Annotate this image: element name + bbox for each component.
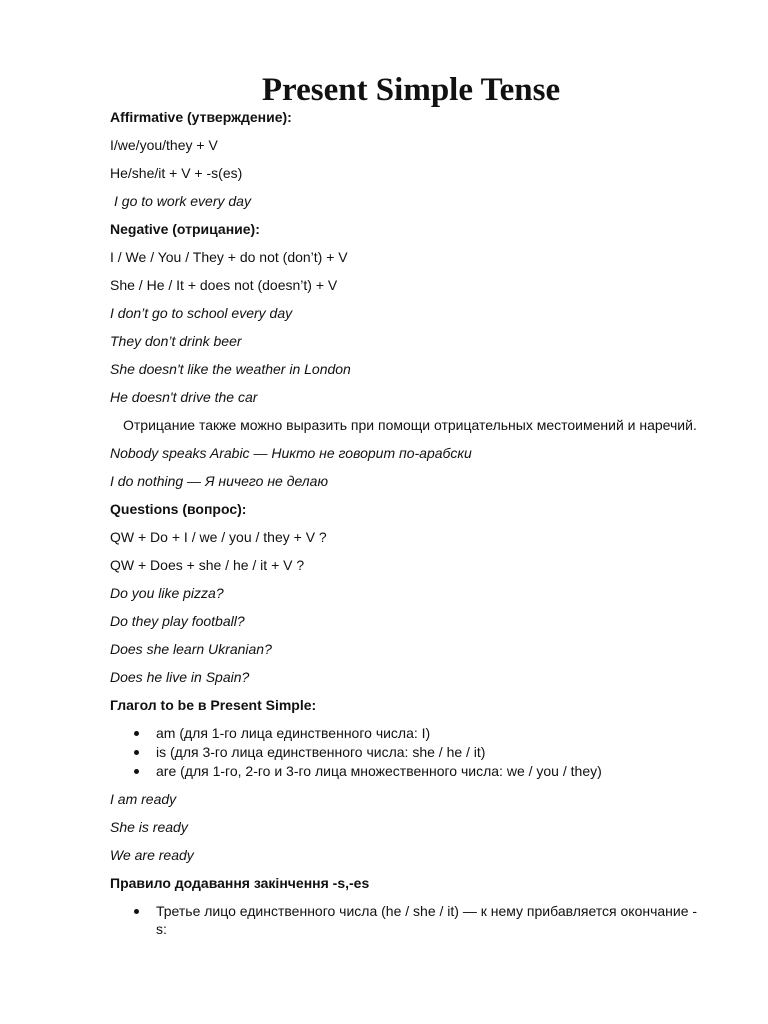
question-example: Do they play football? <box>110 613 245 629</box>
negative-rule-singular: She / He / It + does not (doesn’t) + V <box>110 277 338 293</box>
negative-note-example: Nobody speaks Arabic — Никто не говорит по-арабски <box>110 445 472 461</box>
list-item-text: Третье лицо единственного числа (he / she / it) — к нему прибавляется окончание -s: <box>156 903 698 937</box>
to-be-list <box>110 724 700 780</box>
question-example: Does she learn Ukranian? <box>110 641 272 657</box>
negative-example: I don’t go to school every day <box>110 305 293 321</box>
question-example: Do you like pizza? <box>110 585 224 601</box>
document-body <box>110 108 700 948</box>
list-item-text: is (для 3-го лица единственного числа: she / he / it) <box>156 744 486 760</box>
ending-rule-heading: Правило додавання закінчення -s,-es <box>110 875 370 891</box>
to-be-example: I am ready <box>110 791 177 807</box>
list-item <box>110 902 700 938</box>
bullet-icon <box>134 909 139 914</box>
questions-heading: Questions (вопрос): <box>110 501 247 517</box>
negative-example: They don’t drink beer <box>110 333 242 349</box>
to-be-example: She is ready <box>110 819 188 835</box>
questions-rule-does: QW + Does + she / he / it + V ? <box>110 557 305 573</box>
ending-rule-list <box>110 902 700 938</box>
affirmative-rule-singular: He/she/it + V + -s(es) <box>110 165 243 181</box>
page-title: Present Simple Tense <box>261 72 561 108</box>
question-example: Does he live in Spain? <box>110 669 250 685</box>
negative-rule-plural: I / We / You / They + do not (don’t) + V <box>110 249 348 265</box>
negative-example: She doesn't like the weather in London <box>110 361 351 377</box>
list-item <box>110 724 700 742</box>
list-item <box>110 762 700 780</box>
to-be-heading: Глагол to be в Present Simple: <box>110 697 317 713</box>
negative-heading: Negative (отрицание): <box>110 221 260 237</box>
list-item-text: are (для 1-го, 2-го и 3-го лица множественного числа: we / you / they) <box>156 763 602 779</box>
negative-note: Отрицание также можно выразить при помощи отрицательных местоимений и наречий. <box>123 417 697 433</box>
affirmative-rule-plural: I/we/you/they + V <box>110 137 218 153</box>
negative-example: He doesn't drive the car <box>110 389 258 405</box>
negative-note-example: I do nothing — Я ничего не делаю <box>110 473 328 489</box>
bullet-icon <box>134 731 139 736</box>
list-item <box>110 743 700 761</box>
to-be-example: We are ready <box>110 847 194 863</box>
affirmative-example: I go to work every day <box>114 193 251 209</box>
affirmative-heading: Affirmative (утверждение): <box>110 109 292 125</box>
bullet-icon <box>134 769 139 774</box>
bullet-icon <box>134 750 139 755</box>
questions-rule-do: QW + Do + I / we / you / they + V ? <box>110 529 327 545</box>
list-item-text: am (для 1-го лица единственного числа: I) <box>156 725 431 741</box>
